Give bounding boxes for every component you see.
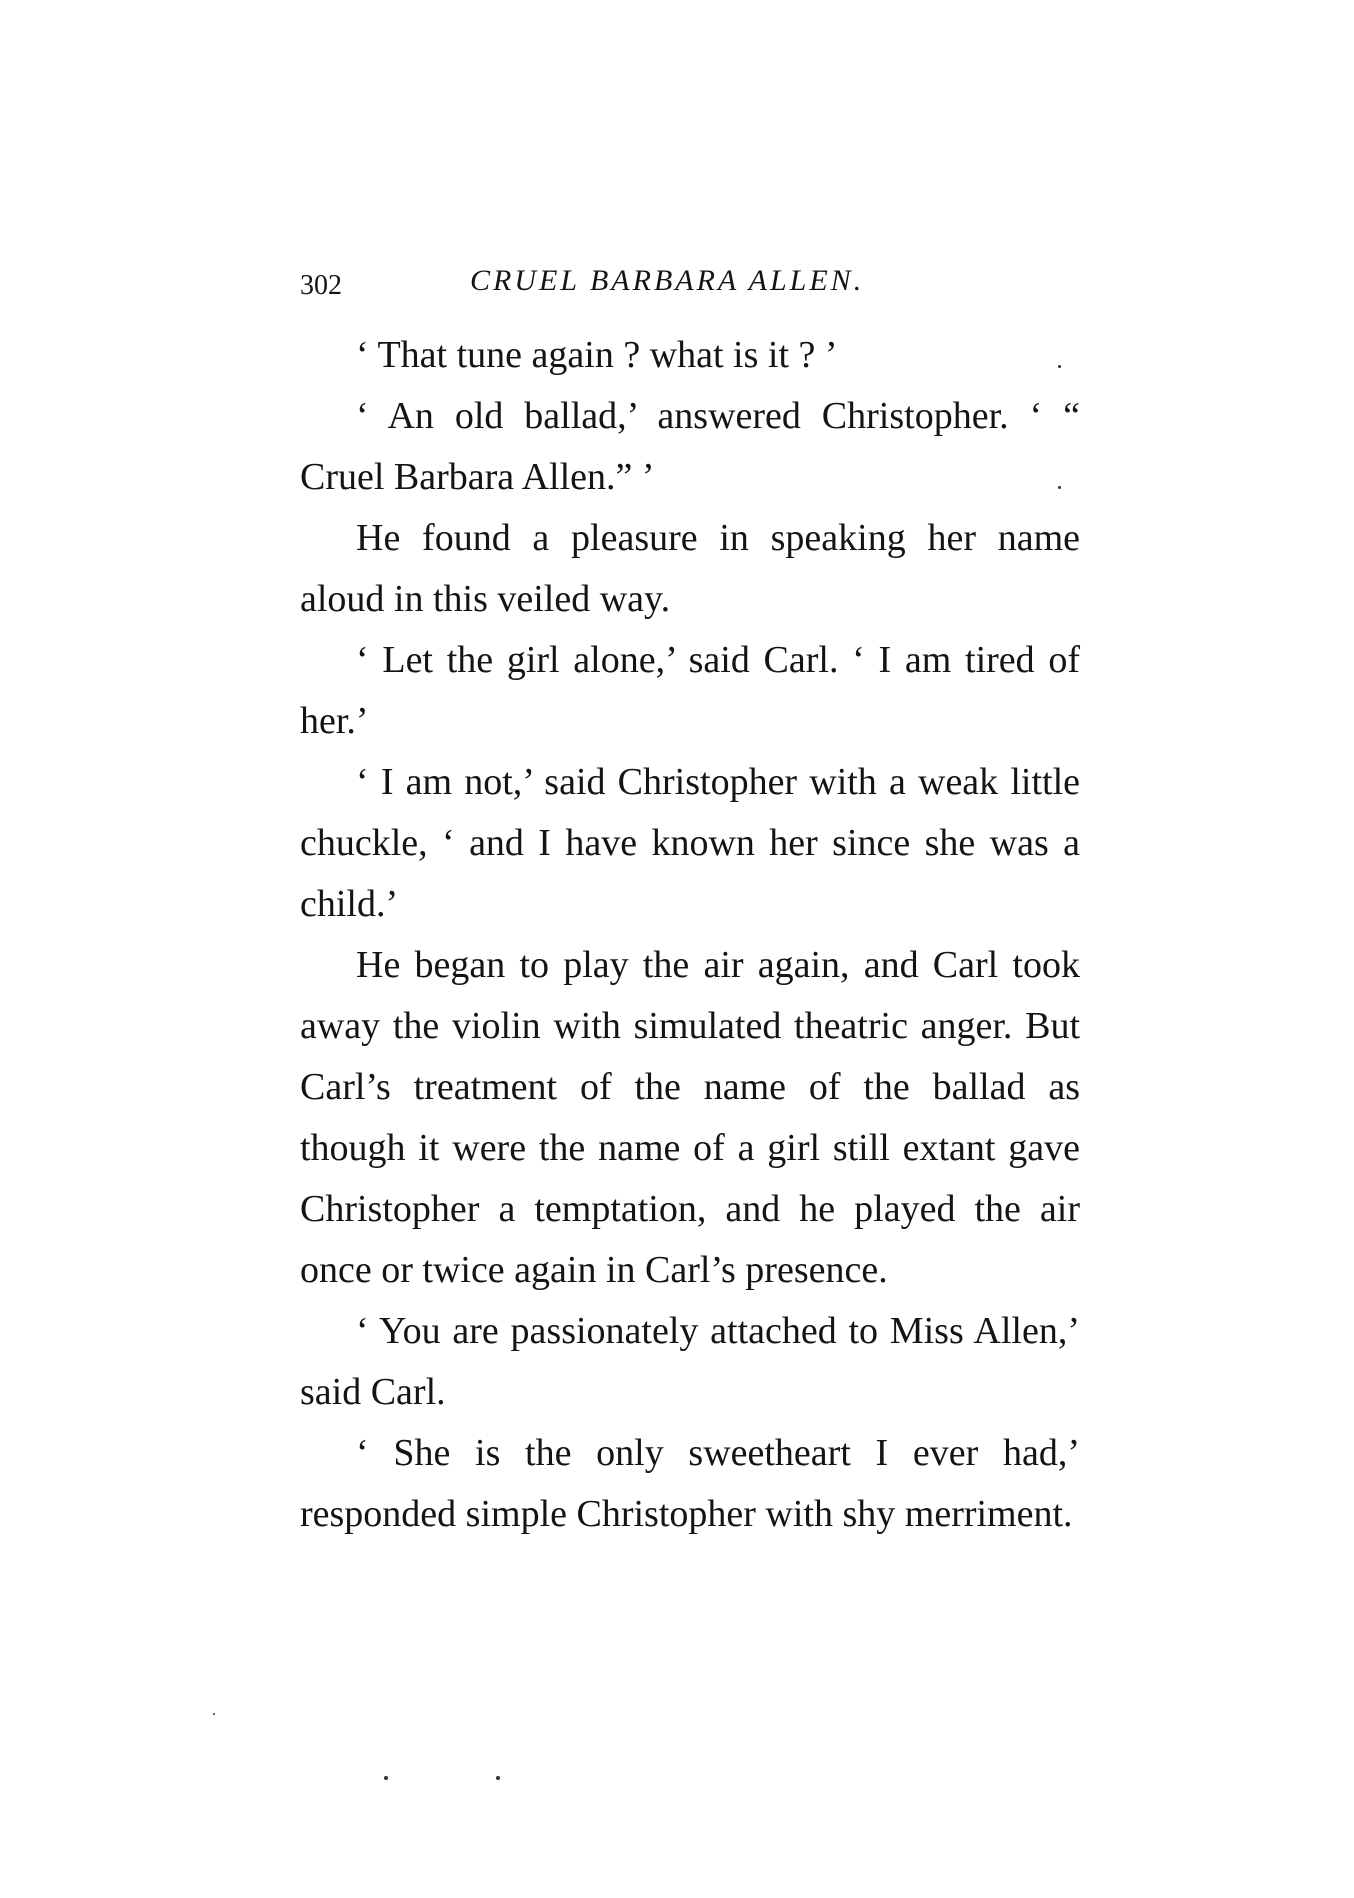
- paragraph: ‘ She is the only sweetheart I ever had,’ responded simple Christopher with shy merriment.: [300, 1432, 1080, 1535]
- print-speck: [1058, 486, 1061, 489]
- paragraph: He found a pleasure in speaking her name aloud in this veiled way.: [300, 517, 1080, 620]
- page-number: 302: [300, 270, 342, 301]
- paragraph: He began to play the air again, and Carl took away the violin with simulated theatric anger. But Carl’s treatment of the name of the ballad as though it were the name of a girl still extant gave Christopher a temptation, and he played the air once or twice again in Carl’s presence.: [300, 944, 1080, 1291]
- paragraph: ‘ That tune again ? what is it ? ’: [356, 334, 838, 376]
- paragraph: ‘ You are passionately attached to Miss Allen,’ said Carl.: [300, 1310, 1080, 1413]
- running-title: CRUEL BARBARA ALLEN.: [470, 264, 865, 297]
- running-head: [300, 264, 1080, 304]
- body-text: [300, 325, 1080, 1545]
- paragraph: ‘ An old ballad,’ answered Christopher. ‘ “ Cruel Barbara Allen.” ’: [300, 395, 1080, 498]
- print-speck: [496, 1776, 500, 1780]
- print-speck: [1058, 365, 1061, 368]
- print-speck: [384, 1776, 388, 1780]
- paragraph: ‘ Let the girl alone,’ said Carl. ‘ I am tired of her.’: [300, 639, 1080, 742]
- paragraph: ‘ I am not,’ said Christopher with a weak little chuckle, ‘ and I have known her since she was a child.’: [300, 761, 1080, 925]
- print-speck: [213, 1713, 215, 1715]
